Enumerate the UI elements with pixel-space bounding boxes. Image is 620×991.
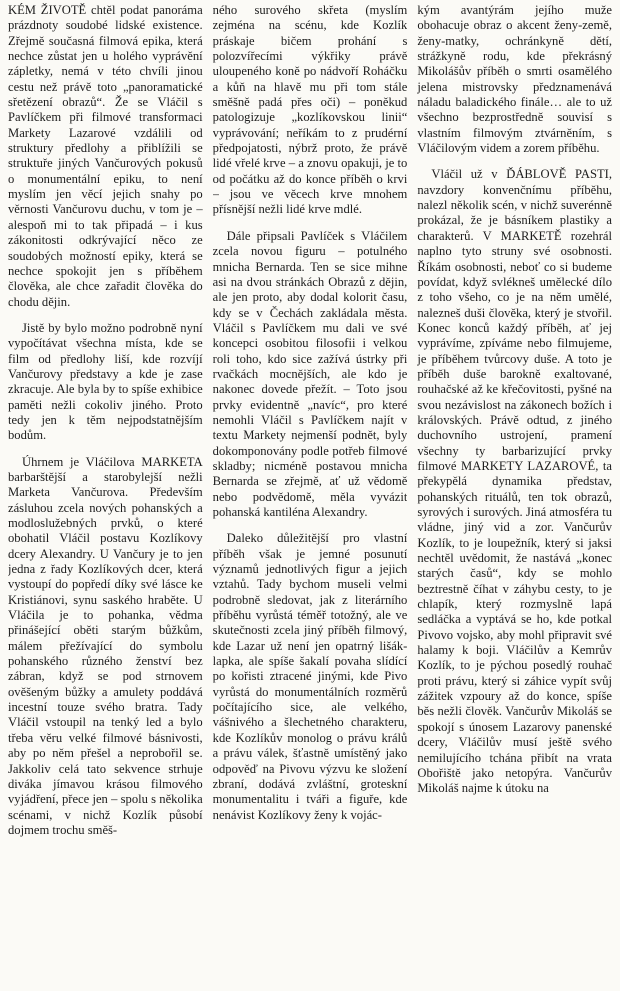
paragraph: Jistě by bylo možno podrobně nyní vypočítávat všechna místa, kde se film od předlohy liší, kde rozvíjí Vančurovy představy a kde je zase zkracuje. Ale byla by to spíše exhibice paměti nežli cokoliv jiného. Proto tedy jen k těm nejpodstatnějším bodům.	[8, 320, 203, 443]
text-column-1	[8, 3, 203, 991]
paragraph: Úhrnem je Vláčilova MARKETA barbarštější a starobylejší nežli Marketa Vančurova. Především zásluhou zcela nových pohanských a modloslužebných prvků, o které obohatil Vláčil postavu Kozlíkovy dcery Alexandry. U Vančury je to jen jedna z řady Kozlíkových dcer, která vystoupí do popředí díky své lásce ke Kristiánovi, synu saského hraběte. U Vláčila je to pohanka, vědma přinášející oběti starým bůžkům, málem přežívající do symbolu pohanského různého ženství bez zábran, když se pod strnovem ověšeným bůžky a amulety poddává incestní touze svého bratra. Tady Vláčil vstoupil na tenký led a bylo třeba věru velké filmové básnivosti, aby po něm přešel a neprobořil se. Jakkoliv celá tato sekvence strhuje diváka jímavou krásou filmového vyjádření, přece jen – spolu s několika scénami, v nichž Kozlík působí dojmem trochu směš-	[8, 454, 203, 837]
paragraph: KÉM ŽIVOTĚ chtěl podat panoráma prázdnoty soudobé lidské existence. Zřejmě současná filmová epika, která nechce zůstat jen u holého vyprávění zápletky, nemá v této chvíli jinou cestu než právě toto „panoramatické sřetězení obrazů“. Že se Vláčil s Pavlíčkem při filmové transformaci Markety Lazarové vzdálili od struktury předlohy a přiblížili se struktuře jiných Vančurových pokusů o monumentální epiku, to není myslím jen věcí jejich snahy po věrnosti Vančurovu duchu, v tom je – alespoň mi to tak připadá – i kus zákonitosti odkrývající něco ze soudobých možností epiky, která se nechce spokojit jen s příběhem člověka, ale chce zařadit člověka do chodu dějin.	[8, 3, 203, 309]
text-column-2	[213, 3, 408, 991]
paragraph: kým avantýrám jejího muže obohacuje obraz o akcent ženy-země, ženy-matky, ochránkyně dětí, strážkyně rodu, kde překrásný Mikolášův příběh o smrti osamělého jelena mistrovsky předznamenává náladu baladického finále… ale to už všechno bezprostředně souvisí s vlastním filmovým ztvárněním, s Vláčilovým videm a zorem příběhu.	[417, 3, 613, 156]
paragraph: Daleko důležitější pro vlastní příběh však je jemné posunutí významů jednotlivých figur a jejich vztahů. Tady bychom museli velmi podrobně sledovat, jak z literárního příběhu vyrůstá téměř totožný, ale ve skutečnosti zcela jiný příběh filmový, kde Lazar už není jen opatrný lišák-lapka, ale spíše šakalí povaha slídící po kořisti ztracené jinými, kde Pivo vyrůstá do monumentálních rozměrů počítajícího sice, ale velkého, vášnivého a šlechetného charakteru, kde Kozlíkův monolog o právu králů a právu válek, šťastně umístěný jako odpověď na Pivovu výzvu ke složení zbraní, dodává zvláštní, groteskní monumentalitu i tváři a figuře, kde nenávist Kozlíkovy ženy k vojác-	[212, 531, 408, 822]
paragraph: Vláčil už v ĎÁBLOVĚ PASTI, navzdory konvenčnímu příběhu, nalezl několik scén, v nichž suverénně prokázal, že je básníkem plastiky a charakterů. V MARKETĚ rozehrál naplno tyto struny své osobnosti. Říkám osobnosti, neboť co si budeme povídat, když svlékneš umělecké dílo z toho všeho, co je na něm umělé, nalezneš duši člověka, který je stvořil. Konec konců každý příběh, ať jej vyprávíme, zpíváme nebo filmujeme, je příběhem tvůrcovy duše. A toto je příběh duše barokně exaltované, rouhačské až ke křečovitosti, pyšné na svou nezávislost na zákonech božích i královských. Právě odtud, z jiného duchovního ustrojení, pramení všechny ty barbarizující prvky filmové MARKETY LAZAROVÉ, ta překypělá dynamika představ, pohanských rituálů, ten tok obrazů, syrových i surových. Jiná atmosféra tu vládne, jiný vid a zor. Vančurův Kozlík, to je loupežník, který si jaksi nechtěl uvědomit, že nastává „konec starých časů“, kdy se mohlo beztrestně číhat v záhybu cesty, to je chlapík, který rozmyslně lapá sedláčka a vyptává se ho, kde potkal Pivovo vojsko, aby mohl připravit své halamy k boji. Vláčilův a Kemrův Kozlík, to je pýchou posedlý rouhač proti právu, který si záhice vypít svůj zážitek vzpoury až do konce, spíše běs nežli člověk. Vančurův Mikoláš se spokojí s únosem Lazarovy panenské dcery, Vláčilův musí ještě svého nemilujícího tchána přibít na vrata Obořiště jako netopýra. Vančurův Mikoláš najme k útoku na	[417, 167, 613, 796]
paragraph: ného surového skřeta (myslím zejména na scénu, kde Kozlík práskaje bičem prohání s polozvířecími výkřiky právě uloupeného koně po nádvoří Roháčku a kůň na hlavě mu při tom stále směšně padá přes oči) – poněkud patologizuje „kozlíkovskou linii“ vyprávování; neříkám to z prudérní předpojatosti, nýbrž proto, že právě lidé vřelé krve – a znovu opakuji, je to od počátku až do konce příběh o krvi – jsou ve věcech krve mnohem přísnější nežli lidé krve mdlé.	[212, 3, 408, 217]
paragraph: Dále připsali Pavlíček s Vláčilem zcela novou figuru – potulného mnicha Bernarda. Ten se sice mihne asi na dvou stránkách Obrazů z dějin, ale jen proto, aby dodal kolorit času, kdy se v Čechách zakládala města. Vláčil s Pavlíčkem mu dali ve své koncepci osobitou filosofii i velkou roli toho, kdo sice zažívá ústrky při rvačkách mocnějších, ale kdo je nakonec dovede přežít. – Toto jsou prvky evidentně „navíc“, pro které nemohli Vláčil s Pavlíčkem najít v textu Markety nejmenší podnět, byly dokomponovány podle potřeb filmové skladby; nicméně postavou mnicha Bernarda se zřejmě, ať už vědomě nebo podvědomě, měla vyvázit pohanská kantiléna Alexandry.	[212, 228, 408, 519]
text-column-3	[417, 3, 612, 991]
